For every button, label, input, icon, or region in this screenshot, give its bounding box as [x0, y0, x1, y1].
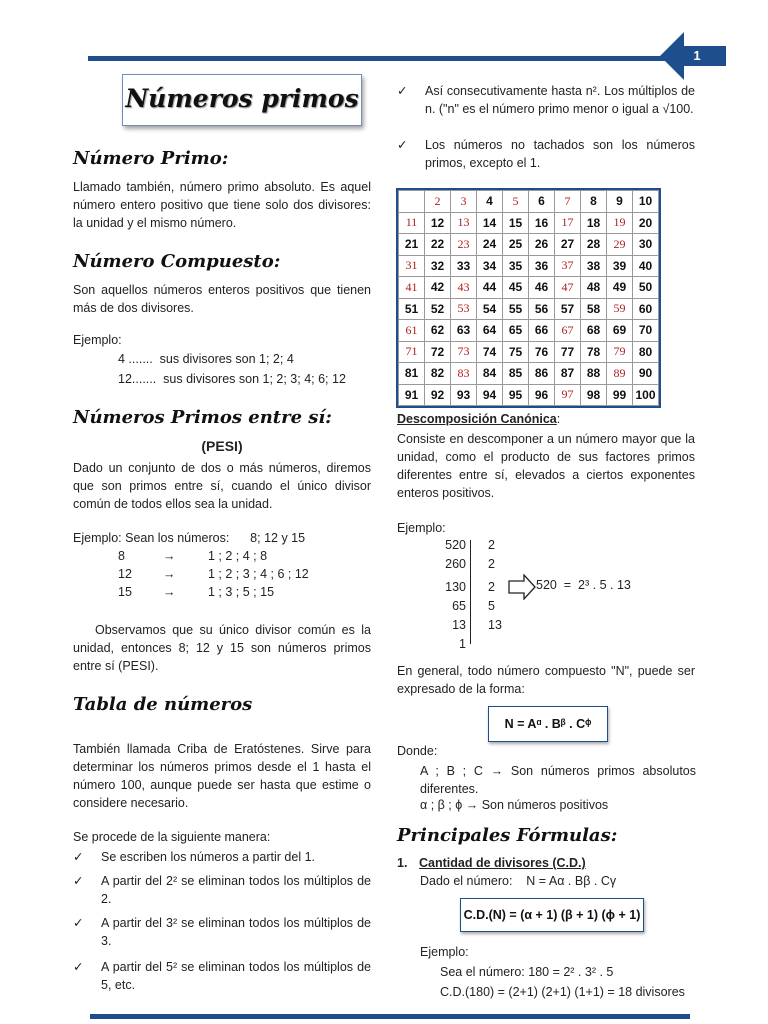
- formula-item-title: Cantidad de divisores (C.D.): [419, 856, 586, 870]
- sieve-cell: 70: [633, 320, 659, 342]
- footer-rule: [90, 1014, 690, 1019]
- sieve-cell: 44: [477, 277, 503, 299]
- sieve-row: [399, 255, 659, 277]
- ladder-dividend: 130: [445, 580, 466, 594]
- sieve-cell: 10: [633, 191, 659, 213]
- ladder-factor: 5: [488, 599, 495, 613]
- sieve-cell: 94: [477, 384, 503, 406]
- general-formula-box: N = Aᵅ . Bᵝ . Cᶲ: [488, 706, 608, 742]
- step-text: A partir del 2² se eliminan todos los múltiplos de 2.: [101, 874, 371, 906]
- sieve-cell: 98: [581, 384, 607, 406]
- dado-text: Dado el número: N = Aα . Bβ . Cγ: [420, 874, 617, 888]
- formulas-example-2: C.D.(180) = (2+1) (2+1) (1+1) = 18 divisores: [440, 985, 685, 999]
- ladder-divider: [470, 540, 471, 644]
- sieve-cell: 38: [581, 255, 607, 277]
- compuesto-ejemplo-label: Ejemplo:: [73, 333, 122, 347]
- sieve-row: [399, 341, 659, 363]
- sieve-cell: 42: [425, 277, 451, 299]
- sieve-cell: 88: [581, 363, 607, 385]
- pesi-row-number: 12: [118, 567, 132, 581]
- cd-formula-box: C.D.(N) = (α + 1) (β + 1) (ϕ + 1): [460, 898, 644, 932]
- sieve-cell-prime: 17: [555, 212, 581, 234]
- sieve-cell-prime: 59: [607, 298, 633, 320]
- ladder-dividend: 260: [445, 557, 466, 571]
- sieve-row: [399, 277, 659, 299]
- check-icon: ✓: [73, 874, 84, 888]
- sieve-cell: 81: [399, 363, 425, 385]
- sieve-cell: 56: [529, 298, 555, 320]
- page-title: Números primos: [125, 84, 359, 113]
- pesi-row: [118, 549, 309, 567]
- sieve-cell-prime: 29: [607, 234, 633, 256]
- sieve-cell: 69: [607, 320, 633, 342]
- sieve-cell: 92: [425, 384, 451, 406]
- sieve-cell: 34: [477, 255, 503, 277]
- sieve-cell: 78: [581, 341, 607, 363]
- donde-item-1: A ; B ; C → Son números primos absolutos diferentes.: [420, 764, 696, 796]
- implies-arrow-icon: [508, 574, 536, 600]
- step-item: [397, 136, 695, 172]
- ladder-factor: 2: [488, 580, 495, 594]
- sieve-cell-prime: 31: [399, 255, 425, 277]
- sieve-cell: 86: [529, 363, 555, 385]
- step-text: Los números no tachados son los números primos, excepto el 1.: [425, 138, 695, 170]
- sieve-row: [399, 320, 659, 342]
- sieve-cell: 46: [529, 277, 555, 299]
- pesi-rows: [118, 549, 309, 603]
- sieve-cell: 16: [529, 212, 555, 234]
- sieve-cell: 25: [503, 234, 529, 256]
- sieve-cell-prime: 23: [451, 234, 477, 256]
- sieve-cell: 8: [581, 191, 607, 213]
- pesi-row: [118, 585, 309, 603]
- sieve-cell-prime: 3: [451, 191, 477, 213]
- pesi-row-divisors: 1 ; 2 ; 3 ; 4 ; 6 ; 12: [208, 567, 309, 581]
- sieve-cell-prime: 2: [425, 191, 451, 213]
- sieve-cell: 6: [529, 191, 555, 213]
- pesi-subheading: (PESI): [201, 438, 243, 454]
- sieve-cell: 36: [529, 255, 555, 277]
- header-rule: [88, 56, 688, 61]
- arrow-icon: →: [163, 585, 176, 599]
- step-text: A partir del 5² se eliminan todos los múltiplos de 5, etc.: [101, 960, 371, 992]
- arrow-icon: →: [163, 567, 176, 581]
- sieve-cell: 66: [529, 320, 555, 342]
- heading-numero-primo: Número Primo:: [73, 148, 229, 169]
- sieve-cell-prime: 97: [555, 384, 581, 406]
- sieve-cell: 96: [529, 384, 555, 406]
- pesi-conclusion: Observamos que su único divisor común es la unidad, entonces 8; 12 y 15 son números primos entre sí (PESI).: [73, 623, 371, 673]
- tabla-procede: Se procede de la siguiente manera:: [73, 830, 271, 844]
- sieve-cell: 74: [477, 341, 503, 363]
- sieve-cell: 50: [633, 277, 659, 299]
- descomposicion-result: 520 = 2³ . 5 . 13: [536, 578, 631, 592]
- sieve-cell: 65: [503, 320, 529, 342]
- check-icon: ✓: [73, 916, 84, 930]
- sieve-cell: 64: [477, 320, 503, 342]
- sieve-cell: 87: [555, 363, 581, 385]
- sieve-cell-prime: 61: [399, 320, 425, 342]
- sieve-cell-prime: 67: [555, 320, 581, 342]
- sieve-cell: 33: [451, 255, 477, 277]
- sieve-cell-prime: 53: [451, 298, 477, 320]
- sieve-cell: 40: [633, 255, 659, 277]
- donde-label: Donde:: [397, 744, 438, 758]
- sieve-cell: 72: [425, 341, 451, 363]
- sieve-grid: [398, 190, 659, 406]
- sieve-row: [399, 363, 659, 385]
- pesi-row-divisors: 1 ; 2 ; 4 ; 8: [208, 549, 268, 563]
- sieve-cell-prime: 43: [451, 277, 477, 299]
- sieve-cell: 27: [555, 234, 581, 256]
- sieve-cell: 22: [425, 234, 451, 256]
- check-icon: ✓: [73, 960, 84, 974]
- sieve-cell: 24: [477, 234, 503, 256]
- sieve-cell: 20: [633, 212, 659, 234]
- sieve-cell: 14: [477, 212, 503, 234]
- sieve-cell: 35: [503, 255, 529, 277]
- sieve-cell: 15: [503, 212, 529, 234]
- sieve-row: [399, 212, 659, 234]
- sieve-cell-prime: 5: [503, 191, 529, 213]
- sieve-cell-prime: 89: [607, 363, 633, 385]
- sieve-cell: 26: [529, 234, 555, 256]
- sieve-cell: 45: [503, 277, 529, 299]
- formulas-example-1: Sea el número: 180 = 2² . 3² . 5: [440, 965, 614, 979]
- ladder-factor: 13: [488, 618, 502, 632]
- sieve-cell: 93: [451, 384, 477, 406]
- sieve-cell-prime: 7: [555, 191, 581, 213]
- compuesto-example-1: 4 ....... sus divisores son 1; 2; 4: [118, 352, 294, 366]
- general-text: En general, todo número compuesto "N", puede ser expresado de la forma:: [397, 664, 695, 696]
- sieve-row: [399, 191, 659, 213]
- numero-compuesto-text: Son aquellos números enteros positivos que tienen más de dos divisores.: [73, 283, 371, 315]
- numero-primo-text: Llamado también, número primo absoluto. Es aquel número entero positivo que tiene solo dos divisores: la unidad y el mismo número.: [73, 180, 371, 230]
- step-item: [73, 914, 371, 950]
- ladder-dividend: 520: [445, 538, 466, 552]
- descomposicion-ejemplo-label: Ejemplo:: [397, 521, 446, 535]
- sieve-cell: 95: [503, 384, 529, 406]
- heading-numero-compuesto: Número Compuesto:: [73, 251, 281, 272]
- sieve-cell-prime: 83: [451, 363, 477, 385]
- sieve-cell: 52: [425, 298, 451, 320]
- ladder-factor: 2: [488, 557, 495, 571]
- sieve-cell: 99: [607, 384, 633, 406]
- descomposicion-heading-row: [397, 412, 695, 426]
- descomposicion-text: Consiste en descomponer a un número mayor que la unidad, como el producto de sus factores primos diferentes entre sí, elevados a ciertos exponentes enteros positivos.: [397, 432, 695, 500]
- step-text: Se escriben los números a partir del 1.: [101, 850, 315, 864]
- formula-item-1: [397, 856, 695, 870]
- sieve-cell-prime: 73: [451, 341, 477, 363]
- sieve-cell: 77: [555, 341, 581, 363]
- step-item: [73, 848, 371, 866]
- sieve-cell-prime: 13: [451, 212, 477, 234]
- sieve-cell: 91: [399, 384, 425, 406]
- sieve-cell-prime: 79: [607, 341, 633, 363]
- ladder-dividend: 13: [452, 618, 466, 632]
- sieve-cell: 39: [607, 255, 633, 277]
- sieve-cell-prime: 37: [555, 255, 581, 277]
- sieve-cell: 55: [503, 298, 529, 320]
- sieve-cell-prime: 19: [607, 212, 633, 234]
- sieve-cell: 9: [607, 191, 633, 213]
- ladder-dividend: 65: [452, 599, 466, 613]
- heading-pesi: Números Primos entre sí:: [73, 407, 332, 428]
- sieve-cell: 68: [581, 320, 607, 342]
- sieve-cell: 60: [633, 298, 659, 320]
- sieve-cell: 100: [633, 384, 659, 406]
- pesi-row: [118, 567, 309, 585]
- sieve-cell: 85: [503, 363, 529, 385]
- pesi-row-number: 15: [118, 585, 132, 599]
- sieve-cell: 30: [633, 234, 659, 256]
- check-icon: ✓: [397, 84, 408, 98]
- sieve-table: [396, 188, 661, 408]
- sieve-cell: 57: [555, 298, 581, 320]
- sieve-cell: 62: [425, 320, 451, 342]
- heading-formulas: Principales Fórmulas:: [397, 825, 618, 846]
- step-item: [73, 872, 371, 908]
- ladder-factor: 2: [488, 538, 495, 552]
- pesi-text: Dado un conjunto de dos o más números, diremos que son primos entre sí, cuando el único divisor común de todos ellos sea la unidad.: [73, 461, 371, 511]
- sieve-row: [399, 234, 659, 256]
- pesi-row-number: 8: [118, 549, 125, 563]
- sieve-row: [399, 298, 659, 320]
- ladder-dividend: 1: [459, 637, 466, 651]
- sieve-cell: 12: [425, 212, 451, 234]
- sieve-cell-prime: 41: [399, 277, 425, 299]
- heading-colon: :: [556, 412, 561, 426]
- formula-item-number: 1.: [397, 856, 408, 870]
- heading-tabla: Tabla de números: [73, 694, 253, 715]
- compuesto-example-2: 12....... sus divisores son 1; 2; 3; 4; 6; 12: [118, 372, 346, 386]
- check-icon: ✓: [397, 138, 408, 152]
- sieve-cell: 21: [399, 234, 425, 256]
- sieve-cell: 54: [477, 298, 503, 320]
- sieve-cell: 51: [399, 298, 425, 320]
- sieve-cell: 4: [477, 191, 503, 213]
- sieve-cell-prime: 71: [399, 341, 425, 363]
- arrow-icon: →: [163, 549, 176, 563]
- sieve-row: [399, 384, 659, 406]
- step-item: [397, 82, 695, 118]
- sieve-cell: 32: [425, 255, 451, 277]
- descomposicion-heading: Descomposición Canónica: [397, 412, 557, 426]
- sieve-cell-prime: 11: [399, 212, 425, 234]
- check-icon: ✓: [73, 850, 84, 864]
- sieve-cell: 63: [451, 320, 477, 342]
- sieve-cell: 90: [633, 363, 659, 385]
- sieve-cell: 82: [425, 363, 451, 385]
- sieve-cell: 84: [477, 363, 503, 385]
- sieve-cell: 28: [581, 234, 607, 256]
- sieve-cell: 75: [503, 341, 529, 363]
- title-box: [122, 74, 362, 126]
- sieve-cell: 49: [607, 277, 633, 299]
- sieve-cell: 76: [529, 341, 555, 363]
- donde-item-2: α ; β ; ϕ → Son números positivos: [420, 798, 609, 812]
- pesi-ejemplo-intro: Ejemplo: Sean los números: 8; 12 y 15: [73, 531, 306, 545]
- sieve-cell: 18: [581, 212, 607, 234]
- pesi-row-divisors: 1 ; 3 ; 5 ; 15: [208, 585, 275, 599]
- page-number: 1: [693, 48, 701, 63]
- sieve-cell-prime: 47: [555, 277, 581, 299]
- step-text: Así consecutivamente hasta n². Los múltiplos de n. ("n" es el número primo menor o igual a √100.: [425, 84, 695, 116]
- formulas-ejemplo-label: Ejemplo:: [420, 945, 469, 959]
- sieve-cell: 48: [581, 277, 607, 299]
- sieve-cell: 80: [633, 341, 659, 363]
- sieve-cell: 58: [581, 298, 607, 320]
- step-text: A partir del 3² se eliminan todos los múltiplos de 3.: [101, 916, 371, 948]
- step-item: [73, 958, 371, 994]
- sieve-cell-empty: [399, 191, 425, 213]
- tabla-text: También llamada Criba de Eratóstenes. Sirve para determinar los números primos desde el 1 hasta el número 100, aunque puede ser hasta que estime o considere necesario.: [73, 742, 371, 810]
